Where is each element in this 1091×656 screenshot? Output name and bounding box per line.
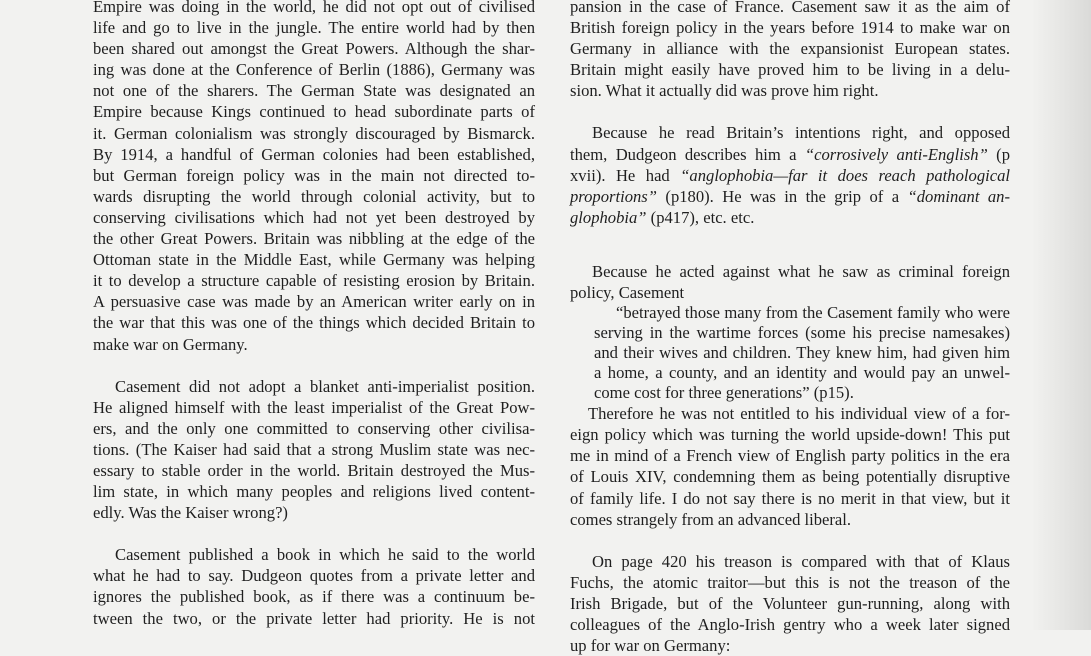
text-line: He aligned himself with the least imperialist of the Great Pow- <box>93 397 535 417</box>
text-line: the war that this was one of the things which decided Britain to <box>93 313 535 333</box>
text-line: serving in the wartime forces (some his precise namesakes) <box>594 323 1010 343</box>
text-line: make war on Germany. <box>93 334 248 354</box>
text-line: life and go to live in the jungle. The entire world had by then <box>93 18 535 38</box>
text-line: ers, and the only one committed to conserving other civilisa- <box>93 418 535 438</box>
text-line: Empire was doing in the world, he did not opt out of civilised <box>93 0 535 16</box>
text-line: tions. (The Kaiser had said that a strong Muslim state was nec- <box>93 439 535 459</box>
text-line: British foreign policy in the years before 1914 to make war on <box>570 18 1010 38</box>
text-line: of Louis XIV, condemning them as being potentially disruptive <box>570 467 1010 487</box>
quoted-phrase: “anglophobia—far it does reach pathological <box>680 165 1010 185</box>
text-line: sion. What it actually did was prove him right. <box>570 81 879 101</box>
left-column <box>93 0 535 629</box>
plain-text: xvii). He had <box>570 165 681 185</box>
text-line: Because he read Britain’s intentions right, and opposed <box>592 123 1010 143</box>
page-edge-shadow <box>1031 0 1091 630</box>
right-paragraph-5 <box>570 551 1010 656</box>
plain-text: (p180). He was in the grip of a <box>657 186 908 206</box>
text-line <box>570 165 1010 186</box>
text-line: up for war on Germany: <box>570 636 731 656</box>
right-paragraph-2 <box>570 122 1010 227</box>
text-line: what he had to say. Dudgeon quotes from a private letter and <box>93 566 535 586</box>
left-paragraph-3 <box>93 544 535 628</box>
text-line: policy, Casement <box>570 283 685 303</box>
quoted-phrase: glophobia” <box>570 207 647 227</box>
text-line: me in mind of a French view of English party politics in the era <box>570 446 1010 466</box>
text-line: but German foreign policy was in the main not directed to- <box>93 165 535 185</box>
text-line: it. German colonialism was strongly discouraged by Bismarck. <box>93 123 535 143</box>
text-line: wards disrupting the world through colonial activity, but to <box>93 186 535 206</box>
text-line: Germany in alliance with the expansionist European states. <box>570 39 1010 59</box>
text-line: Britain might easily have proved him to be living in a delu- <box>570 60 1010 80</box>
right-column <box>570 0 1010 656</box>
text-line: it to develop a structure capable of resisting erosion by Britain. <box>93 271 535 291</box>
text-line: “betrayed those many from the Casement family who were <box>616 303 1010 323</box>
left-paragraph-2 <box>93 376 535 524</box>
text-line: ignores the published book, as if there was a continuum be- <box>93 587 535 607</box>
text-line: Therefore he was not entitled to his individual view of a for- <box>588 404 1010 424</box>
text-line: Empire because Kings continued to head subordinate parts of <box>93 102 535 122</box>
text-line: By 1914, a handful of German colonies had been established, <box>93 144 535 164</box>
text-line: a home, a county, and an identity and would pay an unwel- <box>594 363 1010 383</box>
text-line: Fuchs, the atomic traitor—but this is not the treason of the <box>570 572 1010 592</box>
text-line: and their wives and children. They knew him, had given him <box>594 343 1010 363</box>
right-paragraph-1 <box>570 0 1010 101</box>
text-line: essary to stable order in the world. Britain destroyed the Mus- <box>93 460 535 480</box>
left-paragraph-1 <box>93 0 535 355</box>
text-line: the other Great Powers. Britain was nibbling at the edge of the <box>93 229 535 249</box>
plain-text: (p <box>987 144 1010 164</box>
text-line <box>570 207 1010 228</box>
text-line: Casement did not adopt a blanket anti-imperialist position. <box>115 376 535 396</box>
text-line: lim state, in which many peoples and religions lived content- <box>93 482 535 502</box>
quoted-phrase: “corrosively anti-English” <box>804 144 988 164</box>
text-line: Ottoman state in the Middle East, while Germany was helping <box>93 250 535 270</box>
text-line <box>570 186 1010 207</box>
text-line: conserving civilisations which had not yet been destroyed by <box>93 207 535 227</box>
text-line: On page 420 his treason is compared with that of Klaus <box>592 551 1010 571</box>
plain-text: them, Dudgeon describes him a <box>570 144 805 164</box>
text-line: come cost for three generations” (p15). <box>594 383 854 403</box>
text-line <box>570 144 1010 165</box>
block-quote <box>594 303 1010 403</box>
text-line: of family life. I do not say there is no merit in that view, but it <box>570 488 1010 508</box>
text-line: Casement published a book in which he said to the world <box>115 545 535 565</box>
text-line: Because he acted against what he saw as criminal foreign <box>592 261 1010 281</box>
right-paragraph-4 <box>570 403 1010 530</box>
quoted-phrase: “dominant an- <box>907 186 1010 206</box>
quoted-phrase: proportions” <box>570 186 657 206</box>
right-paragraph-3 <box>570 261 1010 303</box>
text-line: eign policy which was turning the world upside-down! This put <box>570 425 1010 445</box>
text-line: not one of the sharers. The German State was designated an <box>93 81 535 101</box>
text-line: ing was done at the Conference of Berlin (1886), Germany was <box>93 60 535 80</box>
text-line: A persuasive case was made by an American writer early on in <box>93 292 535 312</box>
text-line: been shared out amongst the Great Powers. Although the shar- <box>93 39 535 59</box>
text-line: Irish Brigade, but of the Volunteer gun-running, along with <box>570 593 1010 613</box>
text-line: colleagues of the Anglo-Irish gentry who a week later signed <box>570 614 1010 634</box>
text-line: pansion in the case of France. Casement saw it as the aim of <box>570 0 1010 16</box>
plain-text: (p417), etc. etc. <box>646 207 755 227</box>
text-line: comes strangely from an advanced liberal. <box>570 509 852 529</box>
text-line: edly. Was the Kaiser wrong?) <box>93 503 288 523</box>
text-line: tween the two, or the private letter had priority. He is not <box>93 608 535 628</box>
